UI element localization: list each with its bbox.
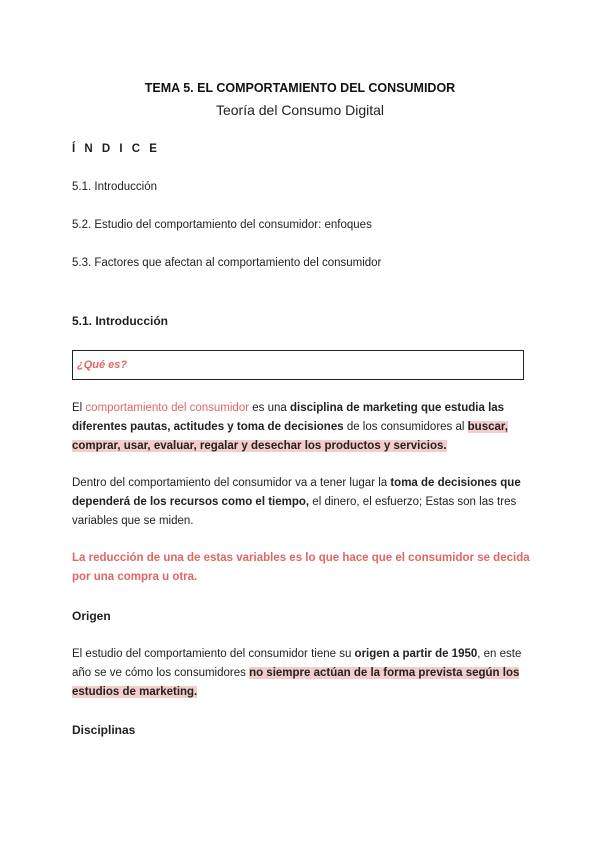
p1-bold: disciplina de marketing que estudia las diferentes pautas, actitudes y toma de decisiones [72,402,505,433]
p1-text-1: El [72,402,86,414]
p2-text-1: Dentro del comportamiento del consumidor va a tener lugar la [72,477,391,489]
section-heading: 5.1. Introducción [72,314,169,328]
p2-bold: toma de decisiones que dependerá de los recursos como el tiempo, [72,477,521,508]
origen-heading: Origen [72,609,111,623]
reduction-paragraph: La reducción de una de estas variables es lo que hace que el consumidor se decida por una compra u otra. [72,552,530,583]
p4-text-1: El estudio del comportamiento del consumidor tiene su [72,648,355,660]
p1-term: comportamiento del consumidor [85,402,250,414]
origen-paragraph [72,645,532,702]
p4-text-2: , en este año se ve cómo los consumidores [72,648,522,679]
p1-text-3: de los consumidores al [343,421,468,433]
index-item-5-2: 5.2. Estudio del comportamiento del consumidor: enfoques [72,219,372,231]
p2-text-2: el dinero, el esfuerzo; Estas son las tres variables que se miden. [72,496,517,527]
document-title: TEMA 5. EL COMPORTAMIENTO DEL CONSUMIDOR [144,81,456,95]
document-subtitle: Teoría del Consumo Digital [215,102,385,118]
p1-highlight: buscar, comprar, usar, evaluar, regalar y desechar los productos y servicios. [72,421,508,452]
definition-paragraph [72,399,532,456]
decision-paragraph [72,474,532,531]
question-box [72,350,524,380]
disciplinas-heading: Disciplinas [72,723,136,737]
p4-highlight: no siempre actúan de la forma prevista según los estudios de marketing. [72,667,520,698]
index-item-5-1: 5.1. Introducción [72,181,158,193]
index-heading: Í N D I C E [72,143,160,155]
question-box-label: ¿Qué es? [77,359,128,371]
index-item-5-3: 5.3. Factores que afectan al comportamiento del consumidor [72,257,382,269]
p1-text-2: es una [249,402,290,414]
p4-bold: origen a partir de 1950 [354,648,478,660]
